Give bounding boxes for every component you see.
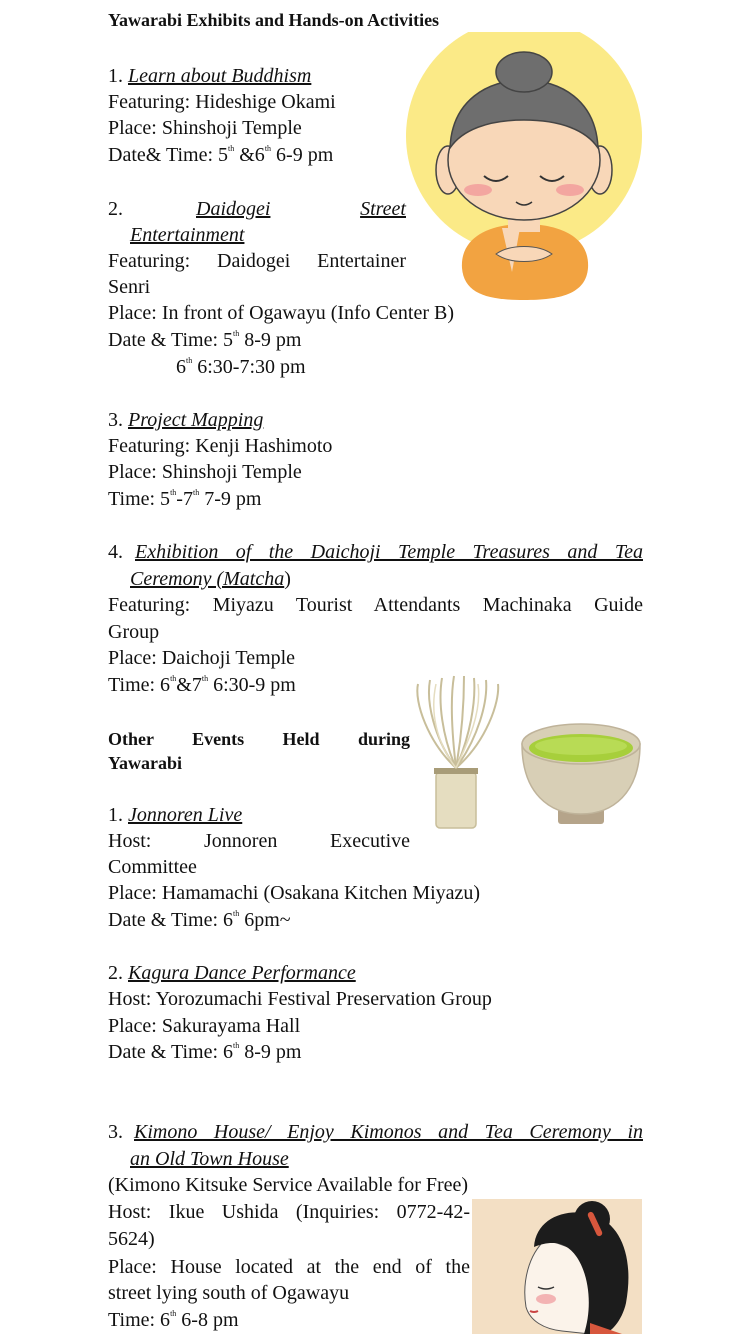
kimono-woman-illustration — [472, 1199, 642, 1334]
exhibit-3-number: 3. — [108, 409, 123, 431]
exhibit-1-title-line — [108, 63, 311, 89]
exhibit-1-time: Date& Time: 5th &6th 6-9 pm — [108, 144, 334, 166]
other-event-3-time: Time: 6th 6-8 pm — [108, 1309, 239, 1331]
other-event-3-link-line2[interactable]: an Old Town House — [130, 1148, 289, 1170]
other-event-3-title-line1 — [108, 1119, 643, 1145]
other-event-1-host-line2: Committee — [108, 856, 197, 878]
other-event-3-place-line2: street lying south of Ogawayu — [108, 1282, 350, 1304]
exhibit-3-featuring: Featuring: Kenji Hashimoto — [108, 435, 333, 457]
buddha-illustration — [400, 32, 648, 304]
other-event-1-title-line — [108, 802, 242, 828]
other-event-2-title-line — [108, 960, 356, 986]
exhibit-4-time: Time: 6th&7th 6:30-9 pm — [108, 674, 296, 696]
exhibit-3-place: Place: Shinshoji Temple — [108, 461, 302, 483]
exhibit-1-number: 1. — [108, 65, 123, 87]
other-event-2-number: 2. — [108, 962, 123, 984]
exhibit-1-link[interactable]: Learn about Buddhism — [128, 65, 312, 87]
exhibit-2-time-2: 6th 6:30-7:30 pm — [176, 356, 306, 378]
other-event-2-host: Host: Yorozumachi Festival Preservation Group — [108, 988, 492, 1010]
exhibit-4-number: 4. — [108, 541, 123, 563]
other-event-3-note: (Kimono Kitsuke Service Available for Free) — [108, 1174, 469, 1196]
exhibit-3-link[interactable]: Project Mapping — [128, 409, 264, 431]
exhibit-4-title-line2: Ceremony (Matcha) — [130, 568, 291, 590]
other-event-3-host-line2: 5624) — [108, 1228, 155, 1250]
exhibit-2-time-1: Date & Time: 5th 8-9 pm — [108, 329, 302, 351]
page-title: Yawarabi Exhibits and Hands-on Activities — [108, 10, 440, 30]
other-event-1-host-line1: Host: Jonnoren Executive — [108, 830, 410, 852]
exhibit-4-featuring-line1: Featuring: Miyazu Tourist Attendants Machinaka Guide — [108, 594, 643, 616]
exhibit-4-place: Place: Daichoji Temple — [108, 647, 296, 669]
matcha-whisk-illustration — [408, 672, 508, 832]
other-event-1-time: Date & Time: 6th 6pm~ — [108, 909, 291, 931]
exhibit-2-title-line1 — [108, 196, 406, 222]
exhibit-4-featuring-line2: Group — [108, 621, 160, 643]
other-event-1-link[interactable]: Jonnoren Live — [128, 804, 243, 826]
other-event-2-place: Place: Sakurayama Hall — [108, 1015, 301, 1037]
exhibit-1-place: Place: Shinshoji Temple — [108, 117, 302, 139]
exhibit-1-featuring: Featuring: Hideshige Okami — [108, 91, 336, 113]
exhibit-2-title-line2 — [108, 222, 244, 248]
exhibit-2-place: Place: In front of Ogawayu (Info Center B) — [108, 302, 454, 324]
other-event-2-time: Date & Time: 6th 8-9 pm — [108, 1041, 302, 1063]
other-events-heading-line1: Other Events Held during — [108, 729, 410, 749]
other-event-3-number: 3. — [108, 1121, 123, 1143]
exhibit-2-featuring-line1: Featuring: Daidogei Entertainer — [108, 250, 406, 272]
other-event-3-link-line1[interactable]: Kimono House/ Enjoy Kimonos and Tea Ceremony in — [134, 1121, 643, 1143]
exhibit-3-time: Time: 5th-7th 7-9 pm — [108, 488, 262, 510]
other-event-1-place: Place: Hamamachi (Osakana Kitchen Miyazu) — [108, 882, 481, 904]
exhibit-2-number: 2. — [108, 198, 123, 220]
exhibit-4-link-line1[interactable]: Exhibition of the Daichoji Temple Treasures and Tea — [135, 541, 643, 563]
other-events-heading-line2: Yawarabi — [108, 753, 183, 773]
other-event-3-place-line1: Place: House located at the end of the — [108, 1256, 470, 1278]
other-event-1-number: 1. — [108, 804, 123, 826]
other-event-3-title-line2 — [108, 1146, 289, 1172]
exhibit-4-link-line2[interactable]: Ceremony (Matcha — [130, 568, 285, 590]
other-event-3-host-line1: Host: Ikue Ushida (Inquiries: 0772-42- — [108, 1201, 470, 1223]
exhibit-2-link-line2[interactable]: Entertainment — [130, 224, 245, 246]
exhibit-2-featuring-line2: Senri — [108, 276, 151, 298]
exhibit-3-title-line — [108, 407, 263, 433]
matcha-bowl-illustration — [518, 718, 644, 828]
exhibit-4-title-line1 — [108, 539, 643, 565]
other-event-2-link[interactable]: Kagura Dance Performance — [128, 962, 356, 984]
exhibit-2-link-line1[interactable]: Daidogei Street — [196, 198, 406, 220]
